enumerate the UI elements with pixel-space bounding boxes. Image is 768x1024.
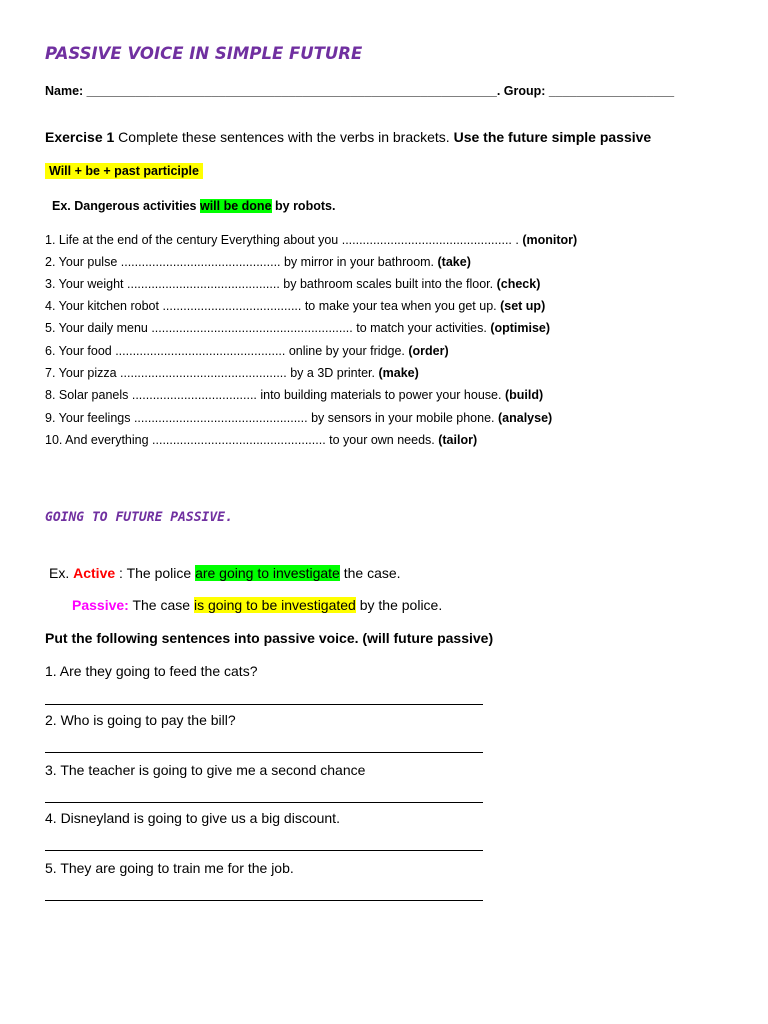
exercise-item-text: 5. Your daily menu .......................................................... to match your activities.	[45, 321, 491, 335]
exercise-item-verb: (monitor)	[522, 233, 578, 247]
exercise-item-text: 6. Your food ................................................. online by your fridge.	[45, 344, 409, 358]
exercise-item	[45, 411, 552, 425]
exercise1-text: Complete these sentences with the verbs in brackets.	[114, 129, 454, 145]
exercise-item-verb: (order)	[408, 344, 449, 358]
exercise-item	[45, 344, 449, 358]
name-group-field: Name: ___________________________________________________________. Group: __________________	[45, 84, 675, 98]
exercise-item	[45, 433, 477, 447]
exercise-item	[45, 321, 550, 335]
active-after: the case.	[339, 565, 401, 581]
example1	[52, 199, 335, 213]
example2-passive	[72, 597, 442, 613]
exercise1-bold-text: Use the future simple passive	[453, 129, 652, 145]
exercise-item-verb: (set up)	[500, 299, 546, 313]
exercise-item-text: 3. Your weight ............................................ by bathroom scales built into the floor.	[45, 277, 497, 291]
formula-box: Will + be + past participle	[45, 163, 203, 179]
exercise-item-verb: (analyse)	[498, 411, 553, 425]
exercise-item-text: 2. Your pulse .............................................. by mirror in your bathroom.	[45, 255, 438, 269]
exercise-item-text: 10. And everything .................................................. to your own needs.	[45, 433, 439, 447]
question: 1. Are they going to feed the cats?	[45, 663, 258, 679]
active-highlight: are going to investigate	[195, 565, 340, 581]
passive-after: by the police.	[355, 597, 443, 613]
answer-line[interactable]	[45, 802, 483, 803]
exercise-item-verb: (optimise)	[490, 321, 551, 335]
exercise1-label: Exercise 1	[45, 129, 115, 145]
exercise-item-verb: (take)	[437, 255, 471, 269]
answer-line[interactable]	[45, 850, 483, 851]
exercise-item-text: 9. Your feelings .................................................. by sensors in your mobile phone.	[45, 411, 498, 425]
exercise2-instruction: Put the following sentences into passive voice. (will future passive)	[45, 630, 494, 646]
question: 5. They are going to train me for the job.	[45, 860, 294, 876]
example2-active	[49, 565, 401, 581]
passive-before: The case	[128, 597, 194, 613]
question: 4. Disneyland is going to give us a big discount.	[45, 810, 340, 826]
active-label: Active	[73, 565, 116, 581]
exercise-item-verb: (tailor)	[438, 433, 478, 447]
passive-highlight: is going to be investigated	[193, 597, 356, 613]
question: 2. Who is going to pay the bill?	[45, 712, 236, 728]
example1-after: by robots.	[271, 199, 336, 213]
exercise-item-text: 7. Your pizza ................................................ by a 3D printer.	[45, 366, 379, 380]
exercise-item-text: 1. Life at the end of the century Everything about you ................................................. .	[45, 233, 523, 247]
example1-before: Ex. Dangerous activities	[52, 199, 200, 213]
section-subtitle: GOING TO FUTURE PASSIVE.	[45, 510, 233, 525]
passive-label: Passive:	[72, 597, 129, 613]
active-before: : The police	[115, 565, 196, 581]
exercise-item	[45, 388, 543, 402]
exercise-item-text: 8. Solar panels .................................... into building materials to power your house.	[45, 388, 505, 402]
exercise-item	[45, 255, 471, 269]
answer-line[interactable]	[45, 900, 483, 901]
exercise-item-verb: (make)	[378, 366, 419, 380]
answer-line[interactable]	[45, 752, 483, 753]
example2-prefix: Ex.	[49, 565, 74, 581]
answer-line[interactable]	[45, 704, 483, 705]
exercise-item-verb: (build)	[504, 388, 544, 402]
exercise-item-verb: (check)	[496, 277, 541, 291]
exercise1-instruction	[45, 129, 651, 145]
exercise-item-text: 4. Your kitchen robot ........................................ to make your tea when you get up.	[45, 299, 501, 313]
exercise-item	[45, 299, 545, 313]
page-title: PASSIVE VOICE IN SIMPLE FUTURE	[45, 44, 363, 63]
example1-highlight: will be done	[199, 199, 272, 213]
exercise-item	[45, 233, 577, 247]
question: 3. The teacher is going to give me a second chance	[45, 762, 366, 778]
exercise-item	[45, 277, 540, 291]
exercise-item	[45, 366, 419, 380]
